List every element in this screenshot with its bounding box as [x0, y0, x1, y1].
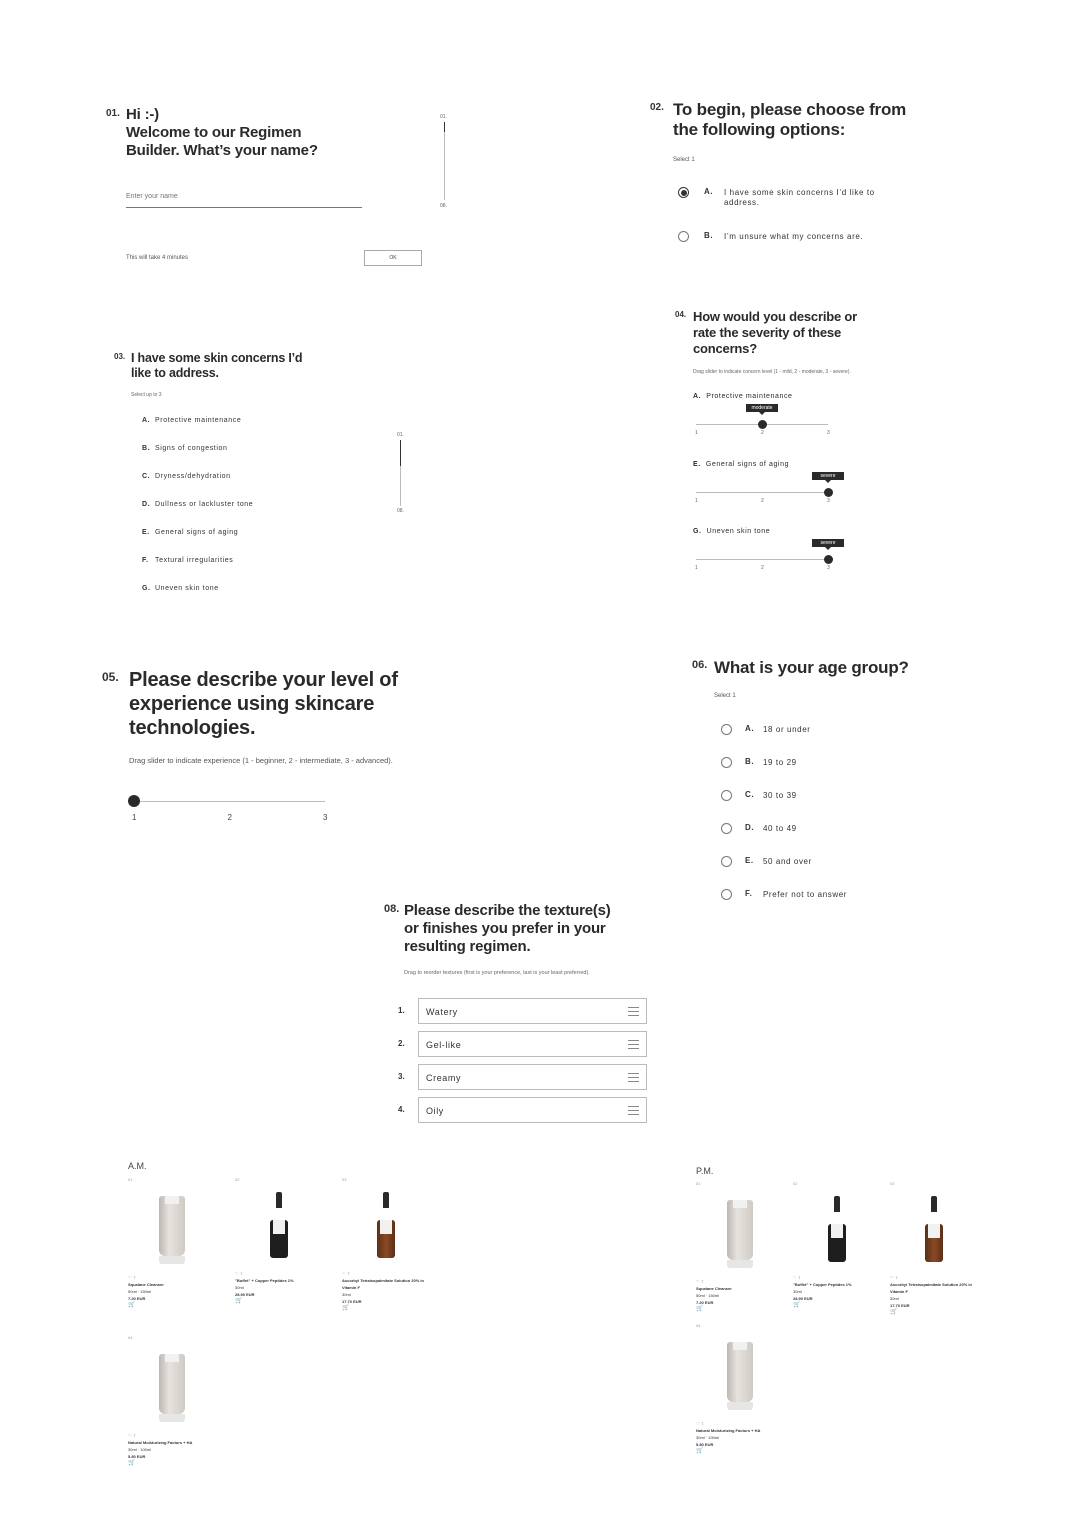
tick-label: 1 [695, 565, 698, 571]
slider-track[interactable] [696, 559, 828, 560]
progress-end-label: 08. [397, 508, 404, 514]
progress-fill [444, 122, 445, 132]
option-text: Dryness/dehydration [155, 473, 231, 480]
step-number: 03 [342, 1177, 347, 1182]
step-number: 05. [102, 670, 119, 684]
slider-track[interactable] [696, 492, 828, 493]
option-letter: D. [142, 501, 151, 508]
option-letter: C. [745, 790, 755, 799]
product-card[interactable] [235, 1177, 325, 1305]
option-text: Dullness or lackluster tone [155, 501, 254, 508]
option-text: Textural irregularities [155, 557, 234, 564]
option-text: 50 and over [763, 857, 812, 866]
option-text: Protective maintenance [155, 417, 242, 424]
product-sizes[interactable]: 30ml · 100ml [128, 1447, 152, 1452]
slider-label [693, 393, 793, 400]
product-name[interactable]: Squalane Cleanser [696, 1286, 732, 1291]
slider-thumb[interactable] [824, 488, 833, 497]
question-title: How would you describe or rate the severity of these concerns? [693, 309, 858, 356]
slider-hint: Drag slider to indicate concern level (1 - mild, 2 - moderate, 3 - severe). [693, 369, 851, 375]
rank-number: 3. [398, 1072, 405, 1081]
step-number: 01 [128, 1177, 133, 1182]
select-hint: Select up to 3 [131, 392, 162, 398]
question-title: What is your age group? [714, 658, 909, 677]
cart-icon[interactable]: 🛒 [128, 1302, 136, 1308]
drag-handle-icon[interactable] [628, 1007, 639, 1019]
tick-label: 2 [227, 813, 232, 822]
name-input[interactable] [126, 186, 362, 208]
option-text: 18 or under [763, 725, 811, 734]
option-text: 40 to 49 [763, 824, 797, 833]
texture-label: Creamy [426, 1073, 462, 1083]
texture-item[interactable] [418, 998, 647, 1024]
tick-label: 3 [323, 813, 328, 822]
tick-label: 2 [761, 565, 764, 571]
rank-number: 1. [398, 1006, 405, 1015]
tick-label: 2 [761, 498, 764, 504]
option-letter: B. [745, 757, 755, 766]
step-number: 03 [890, 1181, 895, 1186]
step-number: 04 [128, 1335, 133, 1340]
product-image[interactable] [249, 1192, 309, 1264]
slider-hint: Drag slider to indicate experience (1 - beginner, 2 - intermediate, 3 - advanced). [129, 756, 393, 765]
product-card[interactable] [696, 1323, 786, 1455]
favorite-share-icons[interactable]: ♡ ⇪ [793, 1275, 802, 1280]
option-letter: E. [693, 461, 701, 468]
product-price: 5.80 EUR [696, 1442, 714, 1447]
step-number: 03. [114, 352, 126, 361]
option-letter: G. [142, 585, 151, 592]
radio-icon[interactable] [721, 757, 732, 768]
product-sizes[interactable]: 30ml [235, 1285, 244, 1290]
radio-icon[interactable] [721, 724, 732, 735]
option-text: 19 to 29 [763, 758, 797, 767]
texture-label: Watery [426, 1007, 458, 1017]
step-number: 04. [675, 310, 687, 319]
option-letter: E. [142, 529, 150, 536]
product-price: 7.20 EUR [696, 1300, 714, 1305]
reorder-hint: Drag to reorder textures (first is your preference, last is your least preferred). [404, 970, 590, 976]
option-text: I have some skin concerns I’d like to address. [724, 188, 875, 207]
product-sizes[interactable]: 30ml [793, 1289, 802, 1294]
texture-item[interactable] [418, 1031, 647, 1057]
product-image[interactable] [904, 1196, 964, 1268]
slider-thumb[interactable] [824, 555, 833, 564]
step-number: 01. [106, 108, 120, 119]
texture-item[interactable] [418, 1097, 647, 1123]
favorite-share-icons[interactable]: ♡ ⇪ [235, 1271, 244, 1276]
question-title: Please describe the texture(s) or finishes you prefer in your resulting regimen. [404, 902, 611, 955]
step-number: 01 [696, 1181, 701, 1186]
product-sizes[interactable]: 30ml [342, 1292, 351, 1297]
product-name[interactable]: "Buffet" + Copper Peptides 1% [235, 1278, 294, 1283]
favorite-share-icons[interactable]: ♡ ⇪ [696, 1421, 705, 1426]
pm-title: P.M. [696, 1166, 714, 1176]
step-number: 04 [696, 1323, 701, 1328]
select-hint: Select 1 [714, 693, 736, 699]
value-bubble: severe [812, 472, 844, 480]
rank-number: 2. [398, 1039, 405, 1048]
value-bubble: severe [812, 539, 844, 547]
radio-icon[interactable] [678, 231, 689, 242]
texture-label: Gel-like [426, 1040, 462, 1050]
favorite-share-icons[interactable]: ♡ ⇪ [696, 1279, 705, 1284]
product-image[interactable] [710, 1342, 770, 1414]
option-letter: B. [142, 445, 151, 452]
product-name[interactable]: Ascorbyl Tetraisopalmitate Solution 20% in Vitamin F [342, 1278, 424, 1290]
option-letter: F. [745, 889, 753, 898]
product-image[interactable] [807, 1196, 867, 1268]
step-number: 08. [384, 903, 400, 915]
product-card[interactable] [793, 1181, 883, 1309]
option-text: General signs of aging [155, 529, 239, 536]
option-letter: C. [142, 473, 151, 480]
tick-label: 3 [827, 498, 830, 504]
product-name[interactable]: Ascorbyl Tetraisopalmitate Solution 20% in Vitamin F [890, 1282, 972, 1294]
tick-label: 3 [827, 565, 830, 571]
product-card[interactable] [890, 1181, 980, 1316]
step-number: 06. [692, 659, 708, 671]
product-sizes[interactable]: 30ml [890, 1296, 899, 1301]
tick-label: 2 [761, 430, 764, 436]
tick-label: 3 [827, 430, 830, 436]
texture-label: Oily [426, 1106, 444, 1116]
progress-start-label: 01. [397, 432, 404, 438]
texture-item[interactable] [418, 1064, 647, 1090]
step-number: 02 [793, 1181, 798, 1186]
cart-icon[interactable]: 🛒 [235, 1298, 243, 1304]
progress-track [444, 122, 445, 200]
option-letter: A. [142, 417, 151, 424]
slider-label [693, 528, 770, 535]
product-image[interactable] [142, 1196, 202, 1268]
progress-start-label: 01. [440, 114, 447, 120]
question-title: To begin, please choose from the following options: [673, 100, 907, 139]
cart-icon[interactable]: 🛒 [696, 1306, 704, 1312]
ok-button[interactable]: OK [364, 250, 422, 266]
drag-handle-icon[interactable] [628, 1073, 639, 1085]
product-card[interactable] [696, 1181, 786, 1313]
product-price: 5.80 EUR [128, 1454, 146, 1459]
drag-handle-icon[interactable] [628, 1040, 639, 1052]
product-name[interactable]: "Buffet" + Copper Peptides 1% [793, 1282, 852, 1287]
select-hint: Select 1 [673, 157, 695, 163]
step-number: 02 [235, 1177, 240, 1182]
slider-track[interactable] [134, 801, 325, 802]
favorite-share-icons[interactable]: ♡ ⇪ [128, 1275, 137, 1280]
option-letter: B. [704, 231, 714, 240]
tick-label: 1 [695, 430, 698, 436]
slider-thumb[interactable] [128, 795, 140, 807]
slider-thumb[interactable] [758, 420, 767, 429]
product-price: 7.20 EUR [128, 1296, 146, 1301]
product-sizes[interactable]: 50ml · 150ml [128, 1289, 152, 1294]
option-text: Uneven skin tone [155, 585, 219, 592]
product-image[interactable] [142, 1354, 202, 1426]
tick-label: 1 [695, 498, 698, 504]
product-card[interactable] [342, 1177, 432, 1312]
product-price: 28.90 EUR [793, 1296, 813, 1301]
product-price: 17.70 EUR [890, 1303, 910, 1308]
product-sizes[interactable]: 50ml · 150ml [696, 1293, 720, 1298]
radio-icon[interactable] [721, 889, 732, 900]
option-letter: A. [704, 187, 714, 196]
am-title: A.M. [128, 1161, 147, 1171]
option-letter: E. [745, 856, 754, 865]
favorite-share-icons[interactable]: ♡ ⇪ [342, 1271, 351, 1276]
progress-end-label: 08. [440, 203, 447, 209]
option-letter: A. [745, 724, 755, 733]
step-number: 02. [650, 102, 664, 113]
radio-icon[interactable] [721, 823, 732, 834]
option-text: 30 to 39 [763, 791, 797, 800]
cart-icon[interactable]: 🛒 [342, 1305, 350, 1311]
drag-handle-icon[interactable] [628, 1106, 639, 1118]
question-title: Please describe your level of experience using skincare technologies. [129, 669, 398, 739]
option-letter: A. [693, 393, 702, 400]
option-letter: G. [693, 528, 702, 535]
option-text: Prefer not to answer [763, 890, 848, 899]
cart-icon[interactable]: 🛒 [128, 1460, 136, 1466]
product-sizes[interactable]: 30ml · 100ml [696, 1435, 720, 1440]
product-price: 28.90 EUR [235, 1292, 255, 1297]
product-card[interactable] [128, 1177, 218, 1309]
option-text: General signs of aging [705, 461, 790, 468]
product-price: 17.70 EUR [342, 1299, 362, 1304]
option-text: I’m unsure what my concerns are. [724, 232, 864, 241]
product-image[interactable] [710, 1200, 770, 1272]
cart-icon[interactable]: 🛒 [696, 1448, 704, 1454]
slider-label [693, 461, 789, 468]
rank-number: 4. [398, 1105, 405, 1114]
radio-icon[interactable] [721, 856, 732, 867]
duration-note: This will take 4 minutes [126, 255, 189, 261]
option-text: Uneven skin tone [706, 528, 771, 535]
option-letter: F. [142, 557, 149, 564]
product-name[interactable]: Natural Moisturizing Factors + HA [696, 1428, 761, 1433]
radio-selected-icon[interactable] [678, 187, 689, 198]
option-text: Protective maintenance [706, 393, 793, 400]
product-name[interactable]: Squalane Cleanser [128, 1282, 164, 1287]
option-text: Signs of congestion [155, 445, 228, 452]
product-name[interactable]: Natural Moisturizing Factors + HA [128, 1440, 193, 1445]
radio-icon[interactable] [721, 790, 732, 801]
product-card[interactable] [128, 1335, 218, 1467]
question-title: Hi :-) Welcome to our Regimen Builder. What’s your name? [126, 106, 318, 159]
product-image[interactable] [356, 1192, 416, 1264]
option-letter: D. [745, 823, 755, 832]
cart-icon[interactable]: 🛒 [890, 1309, 898, 1315]
question-title: I have some skin concerns I’d like to address. [131, 351, 303, 380]
cart-icon[interactable]: 🛒 [793, 1302, 801, 1308]
progress-fill [400, 440, 401, 466]
tick-label: 1 [132, 813, 137, 822]
favorite-share-icons[interactable]: ♡ ⇪ [890, 1275, 899, 1280]
value-bubble: moderate [746, 404, 778, 412]
favorite-share-icons[interactable]: ♡ ⇪ [128, 1433, 137, 1438]
